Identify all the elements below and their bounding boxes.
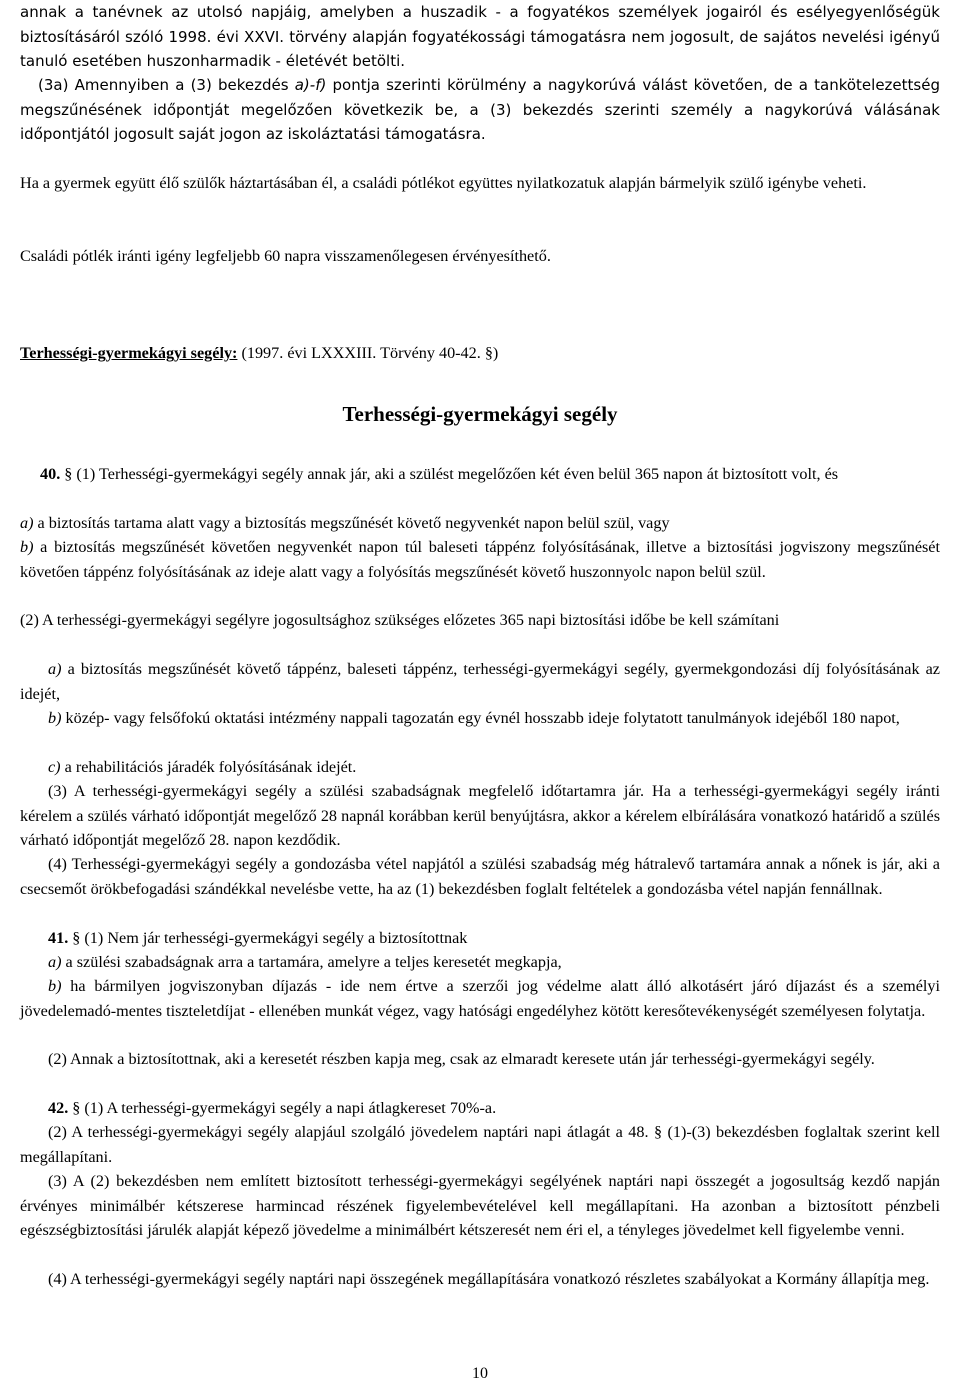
paragraph-40-1: 40. § (1) Terhességi-gyermekágyi segély annak jár, aki a szülést megelőzően két éven belül 365 napon át biztosított volt, és (40, 465, 839, 483)
paragraph-41-1: 41. § (1) Nem jár terhességi-gyermekágyi segély a biztosítottnak (48, 929, 468, 947)
paragraph-40-3: (3) A terhességi-gyermekágyi segély a szülési szabadságnak megfelelő időtartamra jár. Ha a terhességi-gyermekágyi segély iránti kérelem a szülés várható időpontját megelőző 28 napnál korábban kerül benyújtásra, akkor a kérelem elbírálására vonatkozó határidő a szülés várható időpontját megelőző 28. napon kezdődik. (20, 782, 940, 849)
page-number: 10 (472, 1365, 488, 1382)
paragraph-household: Ha a gyermek együtt élő szülők háztartásában él, a családi pótlékot együttes nyilatkozatuk alapján bármelyik szülő igénybe veheti. (20, 174, 867, 192)
paragraph-40-1-b: b) a biztosítás megszűnését követően negyvenkét napon túl baleseti táppénz folyósításának, illetve a biztosítási jogviszony megszűnését követően táppénz folyósításának az ideje alatt vagy a folyósítás megszűnését követő huszonnyolc napon belül szül. (20, 538, 940, 581)
paragraph-41-1-a: a) a szülési szabadságnak arra a tartamára, amelyre a teljes keresetét megkapja, (48, 953, 562, 971)
paragraph-40-2-b: b) közép- vagy felsőfokú oktatási intézmény nappali tagozatán egy évnél hosszabb ideje folytatott tanulmányok idejéből 180 napot, (48, 709, 900, 727)
section-number-41: 41. (48, 929, 69, 947)
section-number-40: 40. (40, 465, 61, 483)
paragraph-42-1: 42. § (1) A terhességi-gyermekágyi segély a napi átlagkereset 70%-a. (48, 1099, 497, 1117)
section-heading: Terhességi-gyermekágyi segély (342, 402, 618, 426)
paragraph-40-4: (4) Terhességi-gyermekágyi segély a gondozásba vétel napjától a szülési szabadság még hátralevő tartamára annak a nőnek is jár, aki a csecsemőt örökbefogadási szándékkal nevelésbe vette, ha az (1) bekezdésben foglalt feltételek a gondozásba vétel napján fennállnak. (20, 855, 940, 898)
section-number-42: 42. (48, 1099, 69, 1117)
paragraph-42-4: (4) A terhességi-gyermekágyi segély naptári napi összegének megállapítására vonatkozó részletes szabályokat a Kormány állapítja meg. (48, 1270, 930, 1288)
paragraph-40-2-a: a) a biztosítás megszűnését követő táppénz, baleseti táppénz, terhességi-gyermekágyi segély, gyermekgondozási díj folyósításának az idejét, (20, 660, 940, 703)
section-intro-title: Terhességi-gyermekágyi segély: (20, 344, 238, 362)
paragraph-42-2: (2) A terhességi-gyermekágyi segély alapjául szolgáló jövedelem naptári napi átlagát a 48. § (1)-(3) bekezdésben foglaltak szerint kell megállapítani. (20, 1123, 940, 1166)
section-intro-line (20, 341, 940, 366)
paragraph-42-3: (3) A (2) bekezdésben nem említett biztosított terhességi-gyermekágyi segélyének naptári napi összegét a jogosultság kezdő napján érvényes minimálbér kétszerese harmincad részének figyelembevételével kell megállapítani. Ha azonban a biztosított pénzbeli egészségbiztosítási járulék alapját képező jövedelme a minimálbért kétszeresét nem éri el, a tényleges jövedelmet kell figyelembe venni. (20, 1172, 940, 1239)
section-intro-reference: (1997. évi LXXXIII. Törvény 40-42. §) (237, 344, 499, 362)
paragraph-3a: (3a) Amennyiben a (3) bekezdés a)-f) pontja szerinti körülmény a nagykorúvá válást követően, de a tankötelezettség megszűnésének időpontját megelőzően következik be, a (3) bekezdés szerinti személy a nagykorúvá válásának időpontjától jogosult saját jogon az iskoláztatási támogatásra. (20, 76, 940, 143)
paragraph-40-2-c: c) a rehabilitációs járadék folyósításának idejét. (48, 758, 357, 776)
paragraph-retroactive-claim: Családi pótlék iránti igény legfeljebb 60 napra visszamenőlegesen érvényesíthető. (20, 247, 551, 265)
paragraph-40-2: (2) A terhességi-gyermekágyi segélyre jogosultsághoz szükséges előzetes 365 napi biztosítási időbe be kell számítani (20, 611, 780, 629)
paragraph-40-1-a: a) a biztosítás tartama alatt vagy a biztosítás megszűnését követő negyvenkét napon belül szül, vagy (20, 514, 670, 532)
paragraph-41-2: (2) Annak a biztosítottnak, aki a keresetét részben kapja meg, csak az elmaradt keresete után jár terhességi-gyermekágyi segély. (48, 1050, 875, 1068)
paragraph-41-1-b: b) ha bármilyen jogviszonyban díjazás - ide nem értve a szerzői jog védelme alatt álló alkotásért járó díjazást és a személyi jövedelemadó-mentes tiszteletdíjat - ellenében munkát végez, vagy hatósági engedélyhez kötött keresőtevékenységét személyesen folytatja. (20, 977, 940, 1020)
paragraph-age-limit: annak a tanévnek az utolsó napjáig, amelyben a huszadik - a fogyatékos személyek jogairól és esélyegyenlőségük biztosításáról szóló 1998. évi XXVI. törvény alapján fogyatékossági támogatásra nem jogosult, de sajátos nevelési igényű tanuló esetében huszonharmadik - életévét betölti. (20, 3, 940, 70)
